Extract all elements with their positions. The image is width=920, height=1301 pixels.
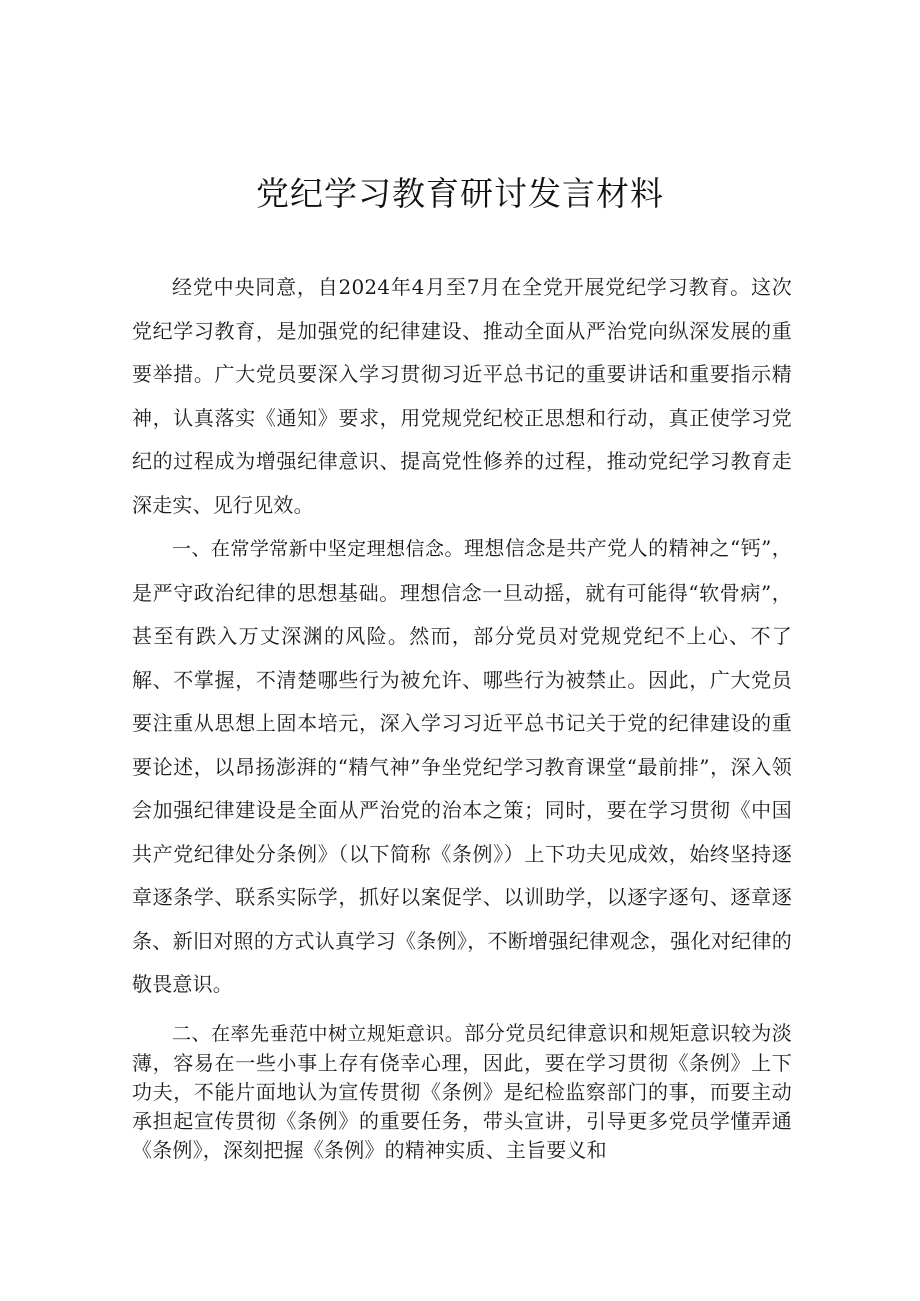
section-one-text: 理想信念是共产党人的精神之“钙”，是严守政治纪律的思想基础。理想信念一旦动摇，就有可能得“软骨病”，甚至有跌入万丈深渊的风险。然而，部分党员对党规党纪不上心、不了解、不掌握，不清楚哪些行为被允许、哪些行为被禁止。因此，广大党员要注重从思想上固本培元，深入学习习近平总书记关于党的纪律建设的重要论述，以昂扬澎湃的“精气神”争坐党纪学习教育课堂“最前排”，深入领会加强纪律建设是全面从严治党的治本之策；同时，要在学习贯彻《中国共产党纪律处分条例》（以下简称《条例》）上下功夫见成效，始终坚持逐章逐条学、联系实际学，抓好以案促学、以训助学，以逐字逐句、逐章逐条、新旧对照的方式认真学习《条例》，不断增强纪律观念，强化对纪律的敬畏意识。	[132, 536, 792, 996]
intro-paragraph-text: 经党中央同意，自2024年4月至7月在全党开展党纪学习教育。这次党纪学习教育，是加强党的纪律建设、推动全面从严治党向纵深发展的重要举措。广大党员要深入学习贯彻习近平总书记的重要讲话和重要指示精神，认真落实《通知》要求，用党规党纪校正思想和行动，真正使学习党纪的过程成为增强纪律意识、提高党性修养的过程，推动党纪学习教育走深走实、见行见效。	[132, 275, 792, 517]
section-one-paragraph	[132, 527, 792, 1007]
document-body	[132, 266, 792, 1165]
document-title: 党纪学习教育研讨发言材料	[256, 174, 664, 213]
section-two-paragraph	[132, 1019, 792, 1165]
section-two-heading: 二、在率先垂范中树立规矩意识。	[172, 1022, 465, 1045]
section-one-heading: 一、在常学常新中坚定理想信念。	[172, 538, 464, 560]
intro-paragraph	[132, 266, 792, 527]
section-two-text: 部分党员纪律意识和规矩意识较为淡薄，容易在一些小事上存有侥幸心理，因此，要在学习贯彻《条例》上下功夫，不能片面地认为宣传贯彻《条例》是纪检监察部门的事，而要主动承担起宣传贯彻《条例》的重要任务，带头宣讲，引导更多党员学懂弄通《条例》，深刻把握《条例》的精神实质、主旨要义和	[132, 1020, 792, 1162]
